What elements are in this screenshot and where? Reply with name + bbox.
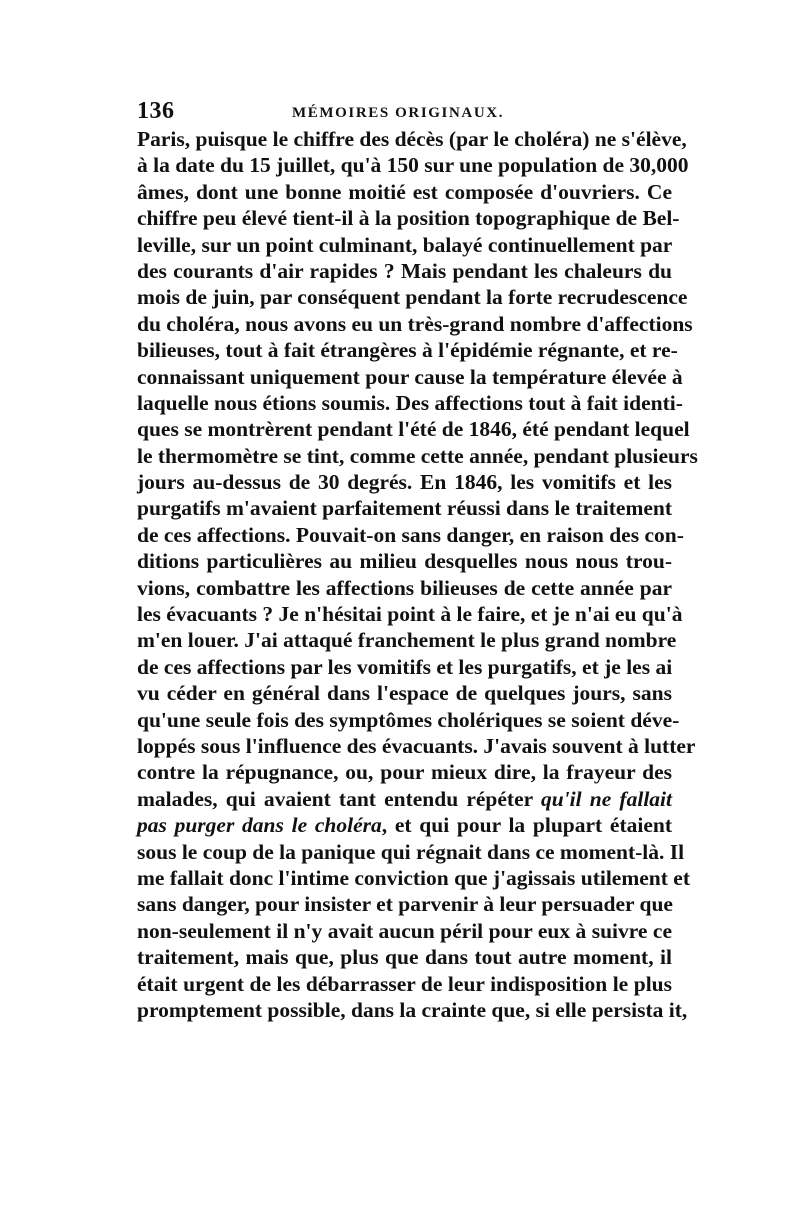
text-line: bilieuses, tout à fait étrangères à l'épidémie régnante, et re- [137, 338, 678, 363]
text-line: âmes, dont une bonne moitié est composée d'ouvriers. Ce [137, 179, 672, 204]
text-line: contre la répugnance, ou, pour mieux dire, la frayeur des [137, 760, 672, 785]
italic-quote: qu'il ne fallait [540, 786, 672, 811]
text-line: de ces affections. Pouvait-on sans danger, en raison des con- [137, 522, 684, 547]
text-line: de ces affections par les vomitifs et les purgatifs, et je les ai [137, 654, 673, 679]
text-line: vions, combattre les affections bilieuses de cette année par [137, 575, 672, 600]
line-text: malades, qui avaient tant entendu répéter [137, 786, 533, 811]
text-line: les évacuants ? Je n'hésitai point à le faire, et je n'ai eu qu'à [137, 602, 683, 627]
text-line: laquelle nous étions soumis. Des affections tout à fait identi- [137, 390, 683, 415]
text-line: chiffre peu élevé tient-il à la position topographique de Bel- [137, 206, 680, 231]
text-line: vu céder en général dans l'espace de quelques jours, sans [137, 681, 672, 706]
text-line: leville, sur un point culminant, balayé continuellement par [137, 232, 673, 257]
text-line: purgatifs m'avaient parfaitement réussi dans le traitement [137, 496, 673, 521]
text-line: sans danger, pour insister et parvenir à leur persuader que [137, 892, 673, 917]
line-text: , et qui pour la plupart étaient [381, 813, 673, 838]
text-line: des courants d'air rapides ? Mais pendant les chaleurs du [137, 258, 672, 283]
text-line [137, 812, 672, 838]
text-line: du choléra, nous avons eu un très-grand nombre d'affections [137, 311, 693, 336]
text-line: me fallait donc l'intime conviction que j'agissais utilement et [137, 865, 690, 890]
text-line [137, 786, 672, 812]
text-line: sous le coup de la panique qui régnait dans ce moment-là. Il [137, 839, 685, 864]
text-line: était urgent de les débarrasser de leur indisposition le plus [137, 971, 672, 996]
text-line: qu'une seule fois des symptômes cholériques se soient déve- [137, 707, 680, 732]
italic-quote: pas purger dans le choléra [137, 813, 382, 838]
text-line: ques se montrèrent pendant l'été de 1846, été pendant lequel [137, 417, 690, 442]
text-line: mois de juin, par conséquent pendant la forte recrudescence [137, 285, 688, 310]
text-line: à la date du 15 juillet, qu'à 150 sur une population de 30,000 [137, 153, 689, 178]
body-text [137, 126, 698, 1023]
text-line: connaissant uniquement pour cause la température élevée à [137, 364, 683, 389]
text-line: loppés sous l'influence des évacuants. J'avais souvent à lutter [137, 733, 696, 758]
text-line: Paris, puisque le chiffre des décès (par le choléra) ne s'élève, [137, 127, 687, 151]
text-line: jours au-dessus de 30 degrés. En 1846, les vomitifs et les [137, 470, 672, 495]
text-line: traitement, mais que, plus que dans tout autre moment, il [137, 945, 672, 970]
text-line: ditions particulières au milieu desquelles nous nous trou- [137, 549, 672, 574]
text-line: le thermomètre se tint, comme cette année, pendant plusieurs [137, 443, 698, 468]
text-line: promptement possible, dans la crainte que, si elle persista it, [137, 997, 688, 1022]
text-line: non-seulement il n'y avait aucun péril pour eux à suivre ce [137, 918, 672, 943]
page-number: 136 [137, 98, 175, 124]
text-line: m'en louer. J'ai attaqué franchement le plus grand nombre [137, 628, 677, 653]
page-header [137, 98, 672, 128]
running-title: MÉMOIRES ORIGINAUX. [292, 105, 505, 121]
